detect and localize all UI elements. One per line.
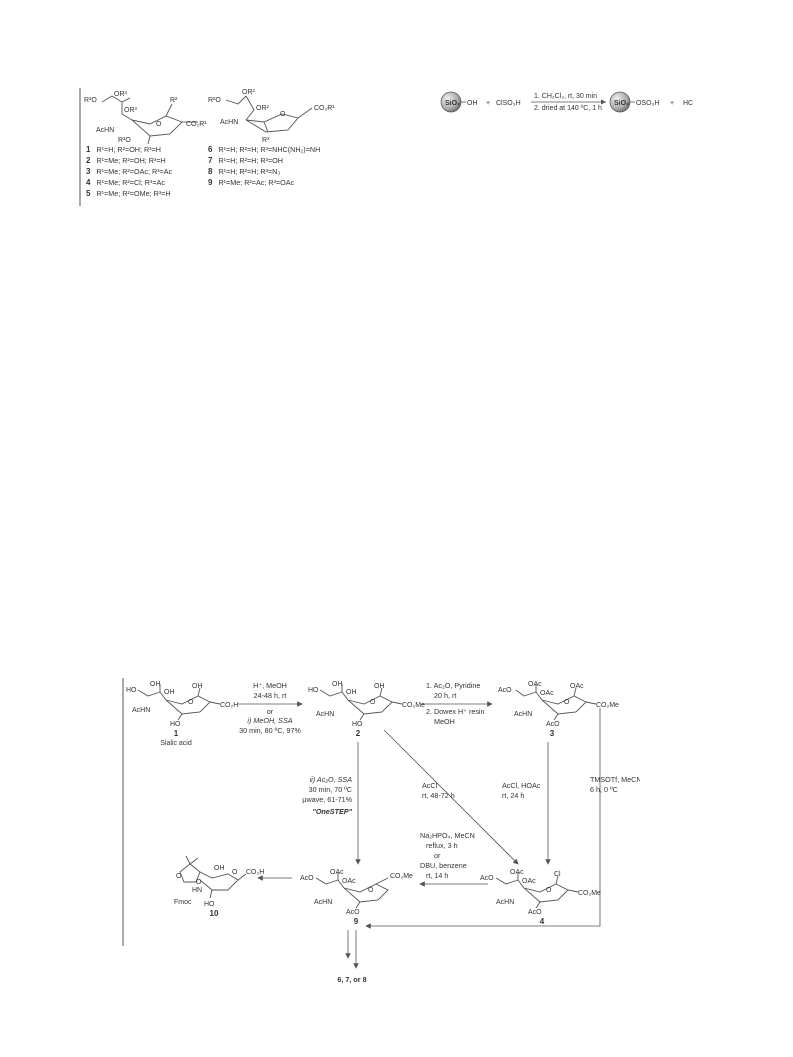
- compound-3-label: OAc: [528, 681, 542, 688]
- compound-3-number: 3: [549, 729, 555, 738]
- plus-sign: +: [670, 100, 675, 107]
- legend-text: R¹=Me; R²=Ac; R³=OAc: [218, 178, 295, 187]
- ssa-preparation-svg: [440, 88, 720, 118]
- structure-b-label: O: [280, 111, 286, 118]
- svg-text:9R¹=Me; R²=Ac; R³=OAc: [208, 178, 295, 187]
- compound-4-label: OAc: [522, 878, 536, 885]
- compound-2-label: AcHN: [316, 711, 335, 718]
- legend-right: [208, 145, 320, 187]
- svg-text:2R¹=Me; R²=OH; R³=H: [86, 156, 166, 165]
- arrow-2-3-condition: MeOH: [434, 717, 455, 726]
- structure-b-label: OR²: [256, 105, 269, 112]
- condition-line-1: 1. CH₂Cl₂, rt, 30 min: [534, 93, 598, 100]
- compound-1-label: O: [188, 699, 194, 706]
- arrow-4-9-condition: DBU, benzene: [420, 861, 467, 870]
- arrow-2-3-condition: 2. Dowex H⁺ resin: [426, 707, 485, 716]
- arrow-2-9-condition: μwave, 61-71%: [302, 795, 352, 804]
- compound-4-number: 4: [539, 917, 545, 926]
- structure-b: [208, 89, 335, 144]
- compound-9: [300, 869, 413, 926]
- structure-a-label: OR³: [124, 107, 137, 114]
- compound-3-label: AcO: [546, 721, 560, 728]
- compound-3-label: AcHN: [514, 711, 533, 718]
- legend-left: [86, 145, 173, 198]
- structure-b-label: CO₂R¹: [314, 105, 335, 112]
- legend-text: R¹=H; R²=H; R³=OH: [218, 156, 283, 165]
- compound-2-number: 2: [355, 729, 361, 738]
- svg-text:1R¹=H; R²=OH; R³=H: [86, 145, 161, 154]
- legend-number: 5: [86, 189, 91, 198]
- compound-2-label: HO: [308, 687, 319, 694]
- svg-text:3R¹=Me; R²=OAc; R³=Ac: [86, 167, 173, 176]
- arrow-2-9-condition: 30 min, 70 ºC: [308, 785, 352, 794]
- compound-1-label: AcHN: [132, 707, 151, 714]
- structure-b-label: AcHN: [220, 119, 239, 126]
- compound-1-label: OH: [164, 689, 175, 696]
- structure-b-label: R²O: [208, 97, 221, 104]
- legend-text: R¹=Me; R²=OH; R³=H: [96, 156, 166, 165]
- compound-3-label: AcO: [498, 687, 512, 694]
- structure-a-label: AcHN: [96, 127, 115, 134]
- compound-1-label: HO: [170, 721, 181, 728]
- silica-sphere-label: SiO₂: [614, 100, 630, 107]
- arrow-4-9-condition: or: [434, 851, 441, 860]
- structure-a-label: R³O: [84, 97, 97, 104]
- compound-10: [174, 856, 264, 918]
- legend-text: R¹=Me; R²=OAc; R³=Ac: [96, 167, 173, 176]
- arrow-3-4-condition: rt, 24 h: [502, 791, 525, 800]
- compound-1: [126, 681, 238, 747]
- structure-a-label: R²: [170, 97, 178, 104]
- compound-10-label: O: [196, 879, 202, 886]
- ssa-preparation-figure: [440, 88, 720, 118]
- legend-number: 3: [86, 167, 91, 176]
- structure-a-label: O: [156, 121, 162, 128]
- compound-10-label: HO: [204, 901, 215, 908]
- svg-text:8R¹=H; R²=H; R³=N₃: [208, 167, 280, 176]
- arrow-4-9-condition: Na₂HPO₄, MeCN: [420, 831, 475, 840]
- compound-1-name: Sialic acid: [160, 740, 192, 747]
- compound-4-label: AcHN: [496, 899, 515, 906]
- byproduct-label: HC: [683, 100, 694, 107]
- compound-1-label: HO: [126, 687, 137, 694]
- compound-2-label: OH: [374, 683, 385, 690]
- compound-4-label: AcO: [528, 909, 542, 916]
- structure-a-label: OR³: [114, 91, 127, 98]
- arrow-2-9-condition: ii) Ac₂O, SSA: [309, 775, 352, 784]
- compound-2-label: OH: [332, 681, 343, 688]
- compound-10-label: O: [232, 869, 238, 876]
- arrow-2-3-condition: 20 h, rt: [434, 691, 457, 700]
- compound-9-label: AcO: [300, 875, 314, 882]
- compound-9-label: O: [368, 887, 374, 894]
- compound-1-number: 1: [173, 729, 179, 738]
- legend-number: 6: [208, 145, 213, 154]
- structure-a: [84, 91, 207, 144]
- condition-line-2: 2. dried at 140 ºC, 1 h: [534, 105, 602, 112]
- reagent-label: ClSO₃H: [496, 100, 521, 107]
- legend-number: 2: [86, 156, 91, 165]
- compound-10-label: HN: [192, 887, 203, 894]
- compound-2-label: O: [370, 699, 376, 706]
- compound-4-label: AcO: [480, 875, 494, 882]
- compound-3-label: OAc: [570, 683, 584, 690]
- compound-10-number: 10: [209, 909, 219, 918]
- arrow-2-9-condition: "OneSTEP": [312, 807, 352, 816]
- arrow-3-9-condition: 6 h, 0 ºC: [590, 785, 618, 794]
- silica-sphere-label: SiO₂: [445, 100, 461, 107]
- compound-9-number: 9: [353, 917, 359, 926]
- arrow-3-4-condition: AcCl, HOAc: [502, 781, 541, 790]
- legend-number: 7: [208, 156, 213, 165]
- compound-2-label: OH: [346, 689, 357, 696]
- structure-a-label: R³O: [118, 137, 131, 144]
- compound-4-label: O: [546, 887, 552, 894]
- plus-sign: +: [486, 100, 491, 107]
- legend-text: R¹=H; R²=OH; R³=H: [96, 145, 161, 154]
- compound-3-label: OAc: [540, 690, 554, 697]
- compound-3-label: CO₂Me: [596, 702, 619, 709]
- compound-9-label: OAc: [342, 878, 356, 885]
- silica-oh-label: OH: [467, 100, 478, 107]
- compound-9-label: AcHN: [314, 899, 333, 906]
- arrow-1-2-condition: or: [266, 707, 274, 716]
- legend-text: R¹=Me; R²=Cl; R³=Ac: [96, 178, 165, 187]
- arrow-2-4-condition: AcCl: [422, 781, 438, 790]
- legend-text: R¹=H; R²=H; R³=N₃: [218, 167, 281, 176]
- compound-4: [480, 869, 601, 926]
- legend-number: 1: [86, 145, 91, 154]
- arrow-1-2-condition: 24-48 h, rt: [253, 691, 287, 700]
- final-products-label: 6, 7, or 8: [337, 975, 367, 984]
- product-label: OSO₃H: [636, 100, 660, 107]
- compound-4-label: Cl: [554, 871, 561, 878]
- structures-legend-figure: [78, 88, 368, 208]
- compound-1-label: CO₂H: [220, 702, 239, 709]
- compound-9-label: AcO: [346, 909, 360, 916]
- synthesis-scheme: [120, 678, 640, 990]
- arrow-2-3-condition: 1. Ac₂O, Pyridine: [426, 681, 481, 690]
- compound-1-label: OH: [150, 681, 161, 688]
- structure-b-label: OR²: [242, 89, 255, 96]
- legend-text: R¹=Me; R²=OMe; R³=H: [96, 189, 171, 198]
- compound-10-label: Fmoc: [174, 899, 192, 906]
- legend-number: 9: [208, 178, 213, 187]
- svg-text:5R¹=Me; R²=OMe; R³=H: [86, 189, 171, 198]
- structures-legend-svg: [78, 88, 368, 208]
- arrow-4-9-condition: reflux, 3 h: [426, 841, 458, 850]
- legend-number: 8: [208, 167, 213, 176]
- compound-9-label: OAc: [330, 869, 344, 876]
- arrow-1-2-condition: i) MeOH, SSA: [247, 716, 293, 725]
- legend-text: R¹=H; R²=H; R³=NHC(NH₂)=NH: [218, 145, 321, 154]
- compound-2-label: HO: [352, 721, 363, 728]
- arrow-4-9-condition: rt, 14 h: [426, 871, 449, 880]
- compound-3: [498, 681, 619, 738]
- structure-b-label: R³: [262, 137, 270, 144]
- structure-a-label: CO₂R¹: [186, 121, 207, 128]
- compound-10-label: O: [176, 873, 182, 880]
- compound-2-label: CO₂Me: [402, 702, 425, 709]
- arrow-3-9-condition: TMSOTf, MeCN: [590, 775, 640, 784]
- legend-number: 4: [86, 178, 91, 187]
- compound-4-label: OAc: [510, 869, 524, 876]
- compound-10-label: OH: [214, 865, 225, 872]
- compound-2: [308, 681, 425, 738]
- compound-4-label: CO₂Me: [578, 890, 601, 897]
- svg-text:7R¹=H; R²=H; R³=OH: [208, 156, 283, 165]
- compound-1-label: OH: [192, 683, 203, 690]
- compound-3-label: O: [564, 699, 570, 706]
- arrow-2-4-condition: rt, 48-72 h: [422, 791, 455, 800]
- synthesis-scheme-svg: [120, 678, 640, 990]
- compound-9-label: CO₂Me: [390, 873, 413, 880]
- svg-text:4R¹=Me; R²=Cl; R³=Ac: [86, 178, 165, 187]
- svg-text:6R¹=H; R²=H; R³=NHC(NH₂)=NH: [208, 145, 320, 154]
- arrow-1-2-condition: 30 min, 80 ºC, 97%: [239, 726, 301, 735]
- compound-10-label: CO₂H: [246, 869, 265, 876]
- arrow-1-2-condition: H⁺, MeOH: [253, 681, 287, 690]
